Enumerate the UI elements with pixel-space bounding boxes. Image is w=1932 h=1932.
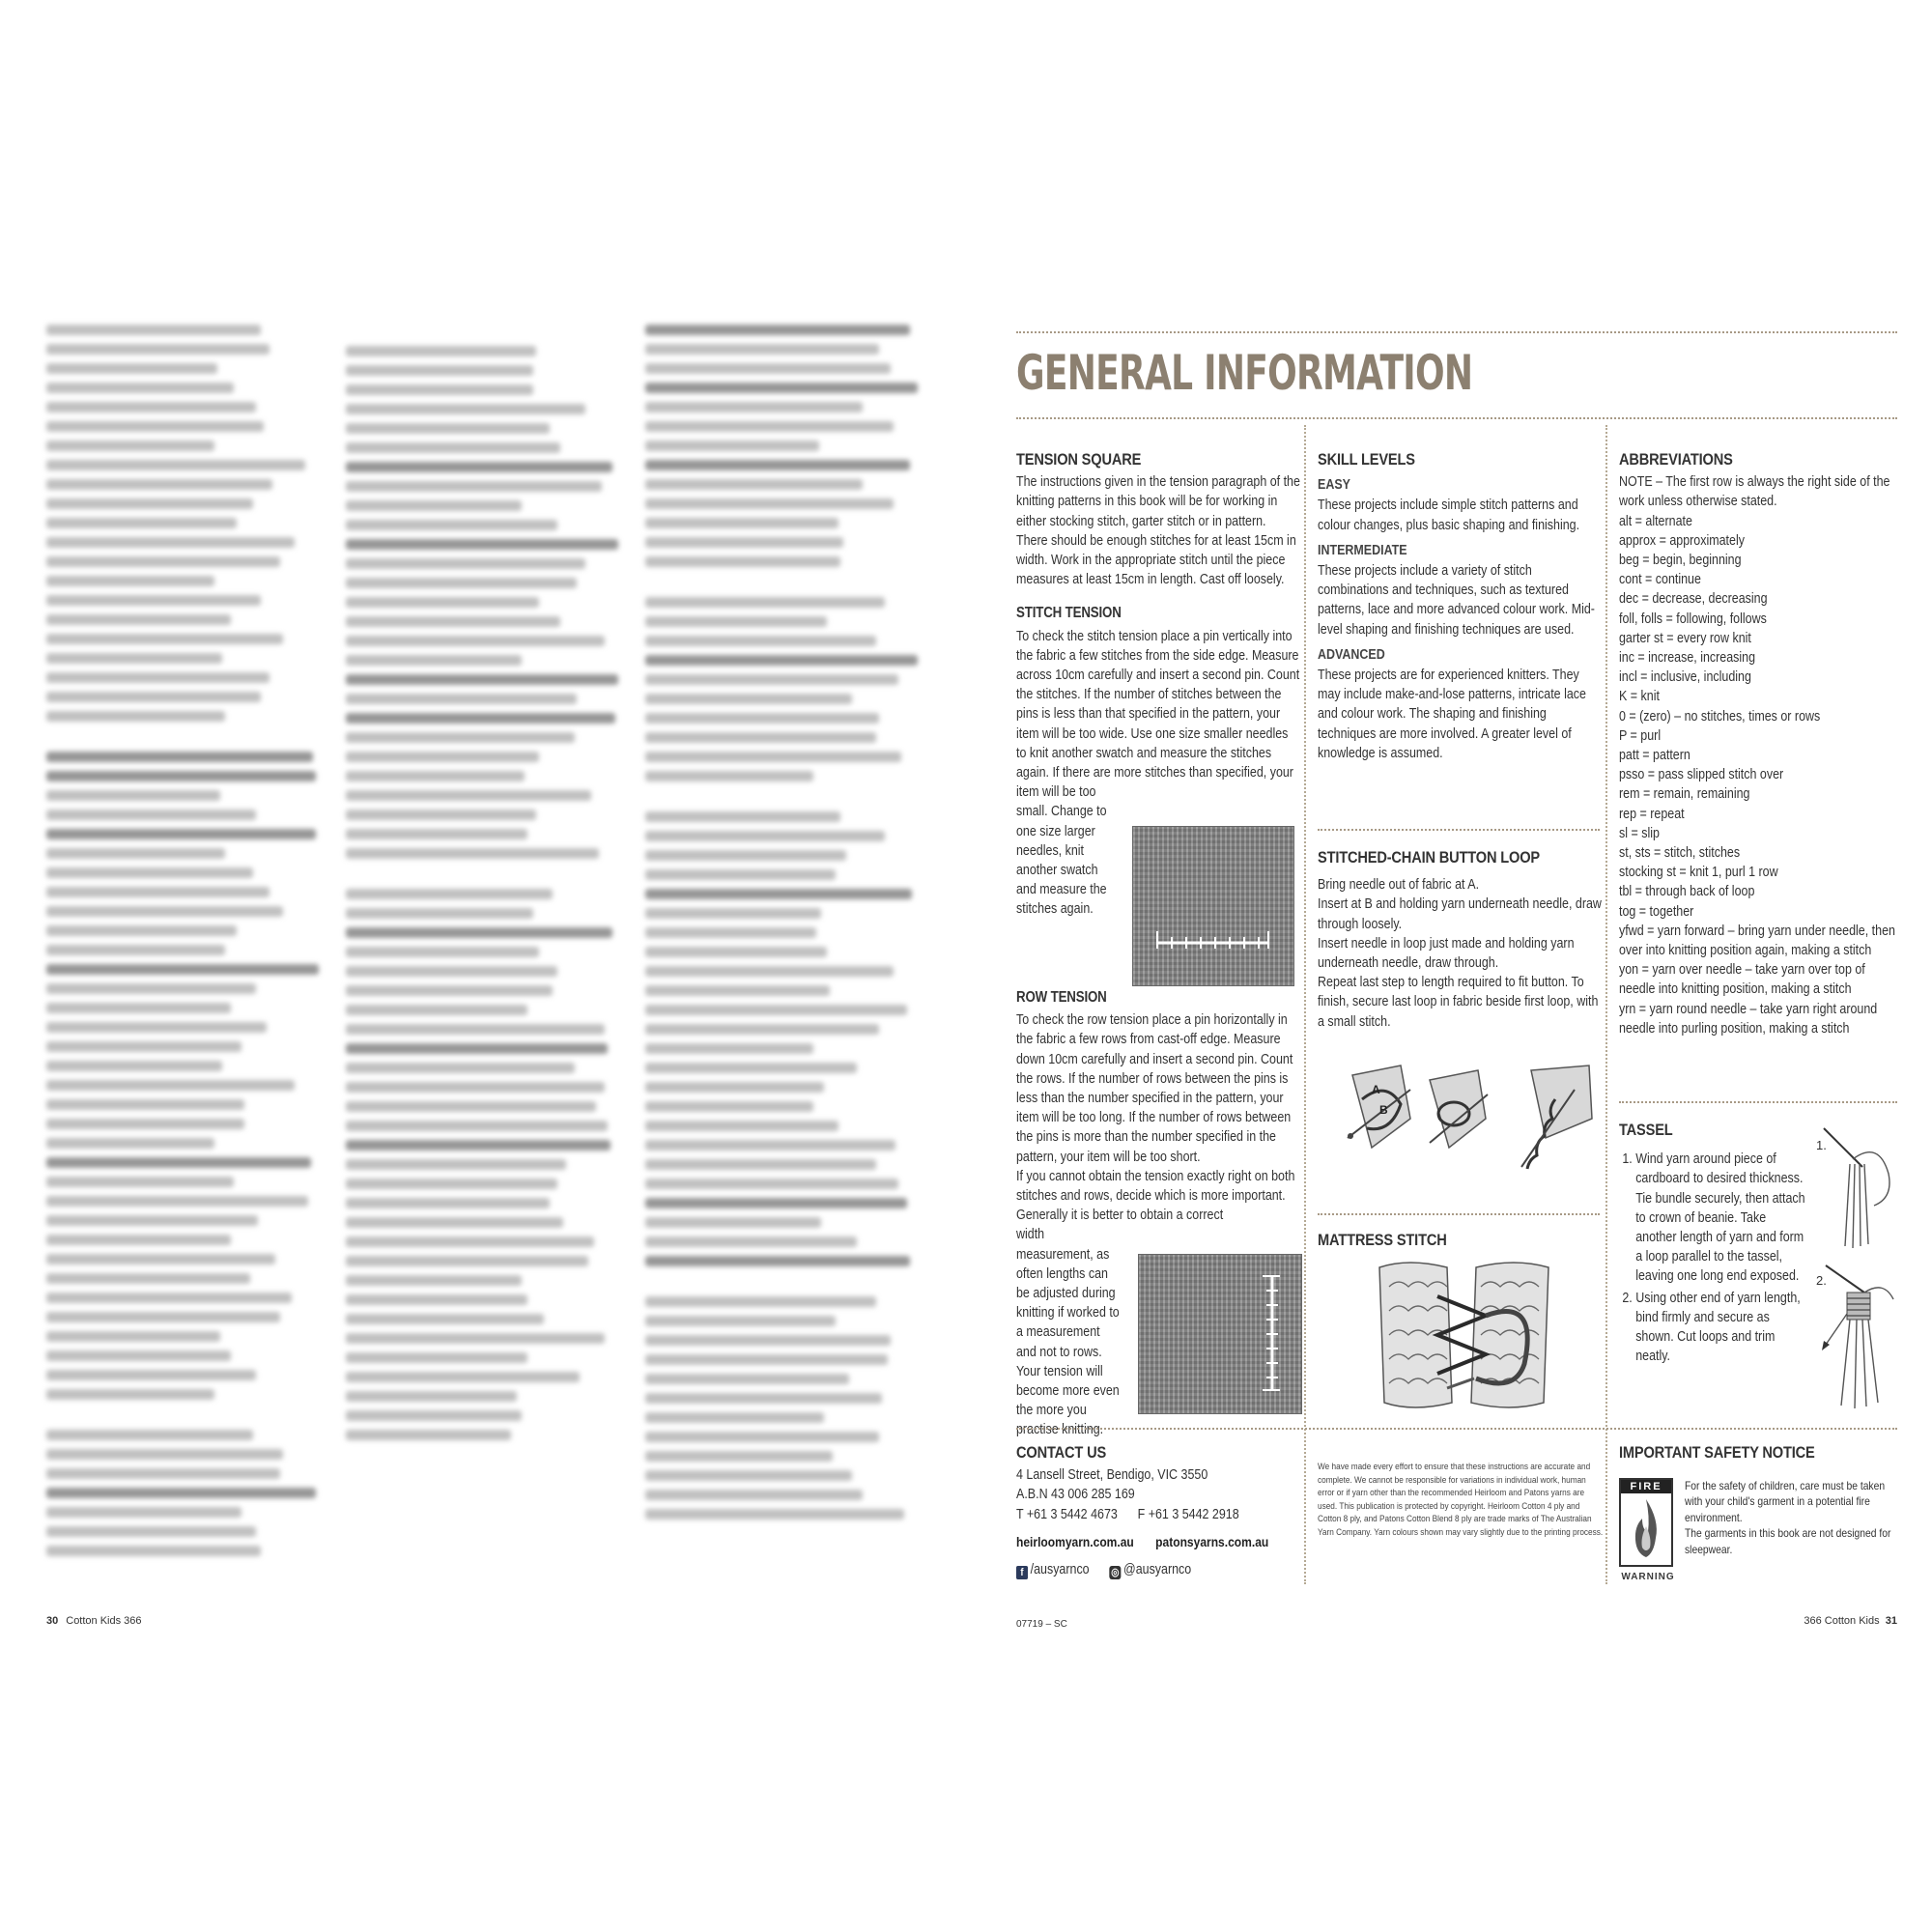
blurred-text-line — [46, 867, 253, 878]
right-folio — [1804, 1615, 1897, 1627]
blurred-text-line — [645, 1354, 888, 1365]
blurred-text-line — [46, 556, 280, 567]
right-page — [966, 0, 1932, 1932]
blurred-text-line — [346, 365, 533, 376]
blurred-text-line — [46, 1041, 242, 1052]
blurred-text-line — [346, 947, 539, 957]
mattress-stitch-illustration — [1370, 1258, 1563, 1412]
blurred-text-line — [346, 404, 585, 414]
blurred-text-line — [346, 771, 525, 781]
row-tension-text-narrow: width measurement, as often lengths can be adjusted during knitting if worked to a measurement and not to rows. Your tension will become more even the more you practise knitting. — [1016, 1227, 1120, 1438]
blurred-text-line — [46, 1430, 253, 1440]
contact-address: 4 Lansell Street, Bendigo, VIC 3550 — [1016, 1467, 1208, 1484]
blurred-text-line — [46, 1546, 261, 1556]
abbreviation-item: garter st = every row knit — [1619, 630, 1751, 646]
blurred-text-line — [645, 1296, 876, 1307]
blurred-text-line — [645, 1179, 898, 1189]
tassel-heading: TASSEL — [1619, 1121, 1673, 1139]
blurred-text-line — [645, 402, 863, 412]
blurred-text-line — [645, 1217, 821, 1228]
blurred-text-line — [46, 1003, 231, 1013]
blurred-text-line — [46, 790, 220, 801]
page-title: GENERAL INFORMATION — [1016, 345, 1473, 401]
blurred-text-line — [46, 1331, 220, 1342]
blurred-text-line — [46, 964, 319, 975]
row-tension-text: To check the row tension place a pin horizontally in the fabric a few rows from cast-off edge. Measure down 10cm carefully and insert a second pin. Count the rows. If the number of rows between the pins is less than the number specified in the pattern, your item will be too long. If the number of rows between the pins is more than the number specified in the pattern, your item will be too short. — [1016, 1012, 1293, 1165]
blurred-text-line — [645, 850, 846, 861]
right-folio-text: 366 Cotton Kids — [1804, 1615, 1880, 1627]
abbreviation-item: alt = alternate — [1619, 513, 1692, 529]
blurred-text-line — [645, 771, 813, 781]
blurred-text-line — [346, 520, 557, 530]
button-loop-line-4: Repeat last step to length required to fit button. To finish, secure last loop in fabric beside first loop, with a small stitch. — [1318, 975, 1599, 1030]
blurred-text-line — [645, 927, 816, 938]
blurred-text-line — [645, 1275, 921, 1296]
facebook-handle[interactable]: /ausyarnco — [1030, 1562, 1090, 1578]
blurred-text-line — [645, 1393, 882, 1404]
row-tension-swatch — [1138, 1254, 1302, 1414]
blurred-text-line — [46, 887, 270, 897]
blurred-text-line — [645, 1159, 876, 1170]
fire-warning-badge — [1619, 1478, 1675, 1582]
abbreviations-list — [1619, 512, 1899, 1038]
left-folio — [46, 1615, 142, 1627]
blurred-text-line — [645, 1490, 863, 1500]
blurred-text-line — [46, 1293, 292, 1303]
title-divider — [1016, 417, 1897, 419]
disclaimer-block — [1318, 1461, 1602, 1540]
blurred-text-line — [346, 578, 577, 588]
facebook-icon: f — [1016, 1566, 1028, 1579]
contact-heading: CONTACT US — [1016, 1443, 1107, 1462]
blurred-text-line — [346, 732, 575, 743]
contact-abn: A.B.N 43 006 285 169 — [1016, 1487, 1135, 1503]
instagram-handle[interactable]: @ausyarnco — [1123, 1562, 1192, 1578]
skill-divider — [1318, 829, 1600, 831]
blurred-text-line — [645, 674, 898, 685]
blurred-text-line — [346, 889, 553, 899]
skill-intermediate-text: These projects include a variety of stitch combinations and techniques, such as textured patterns, lace and more advanced colour work. Mid-level shaping and finishing techniques are used. — [1318, 563, 1595, 638]
blurred-text-line — [346, 1043, 608, 1054]
blurred-text-line — [46, 730, 322, 752]
blurred-text-line — [346, 1430, 511, 1440]
safety-text-2: The garments in this book are not designed for sleepwear. — [1685, 1526, 1891, 1556]
blurred-text-line — [645, 556, 840, 567]
abbreviations-note: NOTE – The first row is always the right side of the work unless otherwise stated. — [1619, 474, 1890, 510]
contact-fax: F +61 3 5442 2918 — [1137, 1506, 1239, 1522]
stitch-tension-text: To check the stitch tension place a pin vertically into the fabric a few stitches from the side edge. Measure across 10cm carefully and insert a second pin. Count the stitches. If the number of stitches between the pins is less than that specified in the pattern, your item will be too wide. Use one size smaller needles to knit another swatch and measure the stitches again. If there are more stitches than specified, your — [1016, 628, 1300, 781]
blurred-text-line — [346, 694, 577, 704]
blurred-text-line — [645, 869, 836, 880]
label-b: B — [1379, 1103, 1388, 1117]
column-divider-1 — [1304, 425, 1306, 1584]
blurred-text-line — [645, 1024, 879, 1035]
blurred-text-line — [46, 810, 256, 820]
abbreviation-item: yfwd = yarn forward – bring yarn under needle, then over into knitting position again, making a stitch — [1619, 923, 1895, 959]
blurred-text-line — [46, 325, 261, 335]
blurred-text-line — [346, 636, 605, 646]
blurred-text-line — [645, 811, 840, 822]
blurred-text-line — [46, 692, 261, 702]
blurred-text-line — [645, 616, 827, 627]
blurred-text-line — [346, 462, 612, 472]
blurred-text-line — [346, 810, 536, 820]
right-page-number: 31 — [1885, 1615, 1897, 1627]
abbreviation-item: rem = remain, remaining — [1619, 786, 1750, 803]
blurred-text-line — [645, 655, 918, 666]
safety-heading: IMPORTANT SAFETY NOTICE — [1619, 1443, 1815, 1462]
abbreviation-item: beg = begin, beginning — [1619, 553, 1742, 569]
blurred-text-line — [346, 1005, 527, 1015]
blurred-text-line — [346, 1198, 550, 1208]
mattress-stitch-block — [1318, 1231, 1602, 1253]
blurred-text-line — [645, 1316, 836, 1326]
blurred-text-line — [346, 1024, 605, 1035]
fire-label: FIRE — [1621, 1480, 1671, 1493]
blurred-text-line — [346, 848, 599, 859]
blurred-text-line — [46, 344, 270, 355]
blurred-text-line — [46, 402, 256, 412]
blurred-text-line — [46, 1022, 267, 1033]
blurred-text-line — [645, 421, 894, 432]
blurred-text-line — [46, 383, 234, 393]
blurred-text-line — [46, 1061, 222, 1071]
blurred-text-line — [645, 597, 885, 608]
row-tension-text-2: If you cannot obtain the tension exactly right on both stitches and rows, decide which is more important. Generally it is better to obtain a correct — [1016, 1168, 1295, 1224]
abbreviation-item: yon = yarn over needle – take yarn over top of needle into knitting position, making a stitch — [1619, 962, 1865, 998]
blurred-text-line — [346, 655, 522, 666]
stitch-tension-text-narrow: item will be too small. Change to one size larger needles, knit another swatch and measure the stitches again. — [1016, 784, 1107, 918]
blurred-text-line — [645, 790, 921, 811]
blurred-text-line — [346, 1294, 527, 1305]
blurred-text-line — [46, 983, 256, 994]
tassel-fig-1-label: 1. — [1816, 1138, 1827, 1152]
blurred-text-line — [46, 1138, 214, 1149]
blurred-text-line — [645, 325, 910, 335]
blurred-text-line — [645, 732, 876, 743]
blurred-text-line — [346, 423, 550, 434]
blurred-text-line — [46, 614, 231, 625]
blurred-text-line — [645, 1256, 910, 1266]
blurred-text-line — [346, 1121, 608, 1131]
safety-block — [1619, 1443, 1899, 1465]
abbreviation-item: foll, folls = following, follows — [1619, 611, 1767, 627]
blurred-text-line — [46, 1119, 244, 1129]
tassel-block — [1619, 1121, 1812, 1368]
blurred-text-line — [346, 346, 536, 356]
blurred-text-line — [46, 848, 225, 859]
skill-easy-text: These projects include simple stitch patterns and colour changes, plus basic shaping and finishing. — [1318, 497, 1580, 533]
blurred-text-line — [46, 460, 305, 470]
blurred-text-line — [645, 1043, 813, 1054]
blurred-text-line — [346, 1140, 611, 1151]
abbreviation-item: P = purl — [1619, 727, 1662, 744]
blurred-text-line — [346, 1101, 596, 1112]
abbreviation-item: psso = pass slipped stitch over — [1619, 767, 1784, 783]
abbreviations-heading: ABBREVIATIONS — [1619, 450, 1733, 469]
blurred-text-line — [645, 966, 894, 977]
blurred-text-line — [46, 440, 214, 451]
blurred-text-line — [346, 1314, 544, 1324]
blurred-text-line — [346, 752, 539, 762]
abbreviation-item: K = knit — [1619, 689, 1660, 705]
blurred-text-line — [46, 1389, 214, 1400]
blurred-text-line — [645, 947, 827, 957]
blurred-text-line — [46, 595, 261, 606]
skill-levels-column — [1318, 450, 1602, 763]
blurred-text-line — [346, 325, 621, 346]
safety-text-1: For the safety of children, care must be taken with your child's garment in a potential fire environment. — [1685, 1479, 1886, 1524]
blurred-text-line — [346, 558, 585, 569]
blurred-text-line — [645, 1101, 813, 1112]
blurred-text-line — [346, 908, 533, 919]
blurred-column-2 — [346, 325, 621, 1449]
blurred-text-line — [346, 500, 522, 511]
blurred-text-line — [346, 867, 621, 889]
bottom-divider — [1016, 1428, 1897, 1430]
blurred-column-1 — [46, 325, 322, 1565]
abbreviation-item: yrn = yarn round needle – take yarn right around needle into purling position, making a stitch — [1619, 1001, 1878, 1037]
button-loop-block — [1318, 848, 1602, 1032]
abbreviation-item: incl = inclusive, including — [1619, 669, 1751, 686]
blurred-text-line — [46, 752, 313, 762]
skill-advanced-heading: ADVANCED — [1318, 646, 1385, 663]
abbreviations-divider — [1619, 1101, 1897, 1103]
blurred-text-line — [46, 771, 316, 781]
blurred-text-line — [46, 1526, 256, 1537]
flame-icon — [1621, 1493, 1671, 1563]
blurred-text-line — [346, 1410, 522, 1421]
blurred-text-line — [645, 1063, 857, 1073]
blurred-text-line — [46, 1273, 250, 1284]
blurred-text-line — [46, 537, 295, 548]
blurred-text-line — [46, 1235, 231, 1245]
patons-website-link[interactable]: patonsyarns.com.au — [1155, 1533, 1269, 1549]
blurred-text-line — [346, 539, 618, 550]
blurred-text-line — [645, 1082, 824, 1093]
blurred-text-line — [46, 1099, 244, 1110]
blurred-column-3 — [645, 325, 921, 1528]
button-loop-heading: STITCHED-CHAIN BUTTON LOOP — [1318, 848, 1540, 867]
blurred-text-line — [346, 674, 618, 685]
blurred-text-line — [46, 1350, 231, 1361]
skill-intermediate-heading: INTERMEDIATE — [1318, 542, 1407, 558]
blurred-text-line — [645, 636, 876, 646]
tension-square-heading: TENSION SQUARE — [1016, 450, 1142, 469]
blurred-text-line — [346, 790, 591, 801]
blurred-text-line — [46, 576, 214, 586]
blurred-text-line — [645, 1198, 907, 1208]
blurred-text-line — [645, 1005, 907, 1015]
row-tension-heading: ROW TENSION — [1016, 989, 1107, 1006]
vertical-pin-markers-icon — [1139, 1255, 1301, 1413]
blurred-text-line — [46, 672, 270, 683]
tassel-steps — [1619, 1150, 1806, 1366]
button-loop-divider — [1318, 1213, 1600, 1215]
blurred-text-line — [645, 985, 830, 996]
blurred-text-line — [645, 1470, 852, 1481]
blurred-text-line — [46, 1507, 242, 1518]
blurred-text-line — [346, 1372, 580, 1382]
heirloom-website-link[interactable]: heirloomyarn.com.au — [1016, 1533, 1134, 1549]
column-divider-2 — [1605, 425, 1607, 1584]
blurred-text-line — [346, 985, 553, 996]
blurred-text-line — [346, 442, 560, 453]
blurred-text-line — [346, 384, 533, 395]
pin-markers-icon — [1133, 827, 1293, 985]
blurred-text-line — [46, 1468, 280, 1479]
stitch-tension-heading: STITCH TENSION — [1016, 605, 1122, 622]
blurred-text-line — [346, 966, 557, 977]
blurred-text-line — [346, 1082, 605, 1093]
blurred-text-line — [346, 1352, 527, 1363]
abbreviation-item: sl = slip — [1619, 825, 1660, 841]
blurred-text-line — [346, 597, 539, 608]
blurred-text-line — [346, 1236, 594, 1247]
blurred-text-line — [645, 1140, 895, 1151]
abbreviations-column — [1619, 450, 1899, 1038]
blurred-text-line — [645, 363, 891, 374]
blurred-text-line — [346, 481, 602, 492]
blurred-text-line — [46, 1370, 256, 1380]
abbreviation-item: tog = together — [1619, 903, 1694, 920]
blurred-text-line — [645, 460, 910, 470]
abbreviation-item: st, sts = stitch, stitches — [1619, 845, 1741, 862]
button-loop-line-3: Insert needle in loop just made and holding yarn underneath needle, draw through. — [1318, 935, 1575, 972]
blurred-text-line — [46, 634, 283, 644]
blurred-text-line — [645, 752, 901, 762]
blurred-text-line — [46, 945, 225, 955]
blurred-text-line — [346, 1063, 575, 1073]
blurred-text-line — [346, 713, 615, 724]
blurred-text-line — [645, 1236, 857, 1247]
blurred-text-line — [346, 829, 527, 839]
blurred-text-line — [645, 694, 852, 704]
contact-block — [1016, 1443, 1302, 1579]
abbreviation-item: dec = decrease, decreasing — [1619, 591, 1768, 608]
footer-code: 07719 – SC — [1016, 1619, 1067, 1630]
blurred-text-line — [645, 518, 838, 528]
button-loop-line-2: Insert at B and holding yarn underneath needle, draw through loosely. — [1318, 896, 1602, 932]
blurred-text-line — [645, 1509, 904, 1520]
safety-text-block — [1685, 1478, 1897, 1557]
tassel-step-1: 1. Wind yarn around piece of cardboard to desired thickness. Tie bundle securely, then attach to crown of beanie. Take another length of yarn and form a loop parallel to the tassel, leaving one long end exposed. — [1635, 1150, 1805, 1286]
blurred-text-line — [645, 1432, 879, 1442]
skill-advanced-text: These projects are for experienced knitters. They may include make-and-lose patterns, intricate lace and colour work. The shaping and finishing techniques are more involved. A greater level of knowledge is assumed. — [1318, 668, 1586, 761]
blurred-text-line — [346, 1159, 566, 1170]
mattress-stitch-heading: MATTRESS STITCH — [1318, 1231, 1447, 1249]
blurred-text-line — [645, 713, 879, 724]
button-loop-illustration — [1333, 1061, 1594, 1177]
blurred-text-line — [645, 537, 843, 548]
blurred-text-line — [346, 927, 612, 938]
abbreviation-item: rep = repeat — [1619, 806, 1685, 822]
contact-phone: T +61 3 5442 4673 — [1016, 1506, 1118, 1522]
blurred-text-line — [645, 576, 921, 597]
abbreviation-item: 0 = (zero) – no stitches, times or rows — [1619, 708, 1821, 724]
blurred-text-line — [346, 616, 560, 627]
blurred-text-line — [645, 1121, 838, 1131]
blurred-text-line — [46, 1408, 322, 1430]
blurred-text-line — [645, 498, 894, 509]
abbreviation-item: patt = pattern — [1619, 748, 1690, 764]
blurred-text-line — [46, 711, 225, 722]
abbreviation-item: inc = increase, increasing — [1619, 650, 1756, 667]
tassel-illustration — [1806, 1121, 1903, 1420]
blurred-text-line — [346, 1256, 588, 1266]
blurred-text-line — [46, 421, 264, 432]
blurred-text-line — [645, 889, 912, 899]
blurred-text-line — [645, 1451, 833, 1462]
blurred-text-line — [645, 908, 821, 919]
blurred-text-line — [346, 1179, 557, 1189]
blurred-text-line — [645, 479, 863, 490]
left-page-number: 30 — [46, 1615, 59, 1627]
blurred-text-line — [645, 1374, 849, 1384]
tassel-step-2: 2. Using other end of yarn length, bind firmly and secure as shown. Cut loops and trim neatly. — [1635, 1289, 1805, 1367]
blurred-text-line — [346, 1275, 522, 1286]
blurred-text-line — [46, 1177, 234, 1187]
blurred-text-line — [645, 383, 918, 393]
blurred-text-line — [46, 479, 272, 490]
left-folio-text: Cotton Kids 366 — [66, 1615, 142, 1627]
blurred-text-line — [46, 498, 253, 509]
stitch-tension-swatch — [1132, 826, 1294, 986]
blurred-text-line — [46, 518, 237, 528]
blurred-text-line — [46, 363, 217, 374]
blurred-text-line — [46, 653, 222, 664]
abbreviation-item: approx = approximately — [1619, 532, 1745, 549]
abbreviation-item: cont = continue — [1619, 572, 1701, 588]
tension-square-text: The instructions given in the tension paragraph of the knitting patterns in this book will be for working in either stocking stitch, garter stitch or in pattern. There should be enough stitches for at least 15cm in width. Work in the appropriate stitch until the piece measures at least 15cm in length. Cast off loosely. — [1016, 474, 1300, 588]
blurred-text-line — [645, 440, 819, 451]
blurred-text-line — [46, 1196, 308, 1207]
instagram-icon: ◎ — [1111, 1567, 1120, 1579]
blurred-text-line — [346, 1217, 563, 1228]
blurred-text-line — [46, 1157, 311, 1168]
skill-easy-heading: EASY — [1318, 477, 1350, 494]
blurred-text-line — [46, 1449, 283, 1460]
button-loop-line-1: Bring needle out of fabric at A. — [1318, 877, 1480, 894]
blurred-text-line — [46, 1488, 316, 1498]
skill-levels-heading: SKILL LEVELS — [1318, 450, 1415, 469]
abbreviation-item: stocking st = knit 1, purl 1 row — [1619, 865, 1778, 881]
blurred-text-line — [46, 1254, 275, 1264]
tassel-fig-2-label: 2. — [1816, 1273, 1827, 1288]
abbreviation-item: tbl = through back of loop — [1619, 884, 1755, 900]
warning-label: WARNING — [1621, 1572, 1675, 1582]
blurred-text-line — [46, 1215, 258, 1226]
blurred-text-line — [645, 344, 879, 355]
top-divider — [1016, 331, 1897, 333]
blurred-text-line — [46, 925, 237, 936]
disclaimer-text: We have made every effort to ensure that these instructions are accurate and complete. We cannot be responsible for variations in individual work, human error or if yarn other than the recommended Heirloom and Patons yarns are used. This publication is protected by copyright. Heirloom Cotton 4 ply and Cotton 8 ply, and Patons Cotton Blend 8 ply are trade marks of The Australian Yarn Company. Yarn colours shown may vary slightly due to the printing process. — [1318, 1462, 1604, 1538]
blurred-text-line — [645, 1335, 891, 1346]
blurred-text-line — [46, 1080, 295, 1091]
blurred-text-line — [46, 1312, 280, 1322]
blurred-text-line — [645, 1412, 824, 1423]
blurred-text-line — [46, 829, 316, 839]
blurred-text-line — [46, 906, 283, 917]
blurred-text-line — [346, 1391, 517, 1402]
label-a: A — [1372, 1083, 1380, 1096]
blurred-text-line — [346, 1333, 605, 1344]
blurred-text-line — [645, 831, 885, 841]
